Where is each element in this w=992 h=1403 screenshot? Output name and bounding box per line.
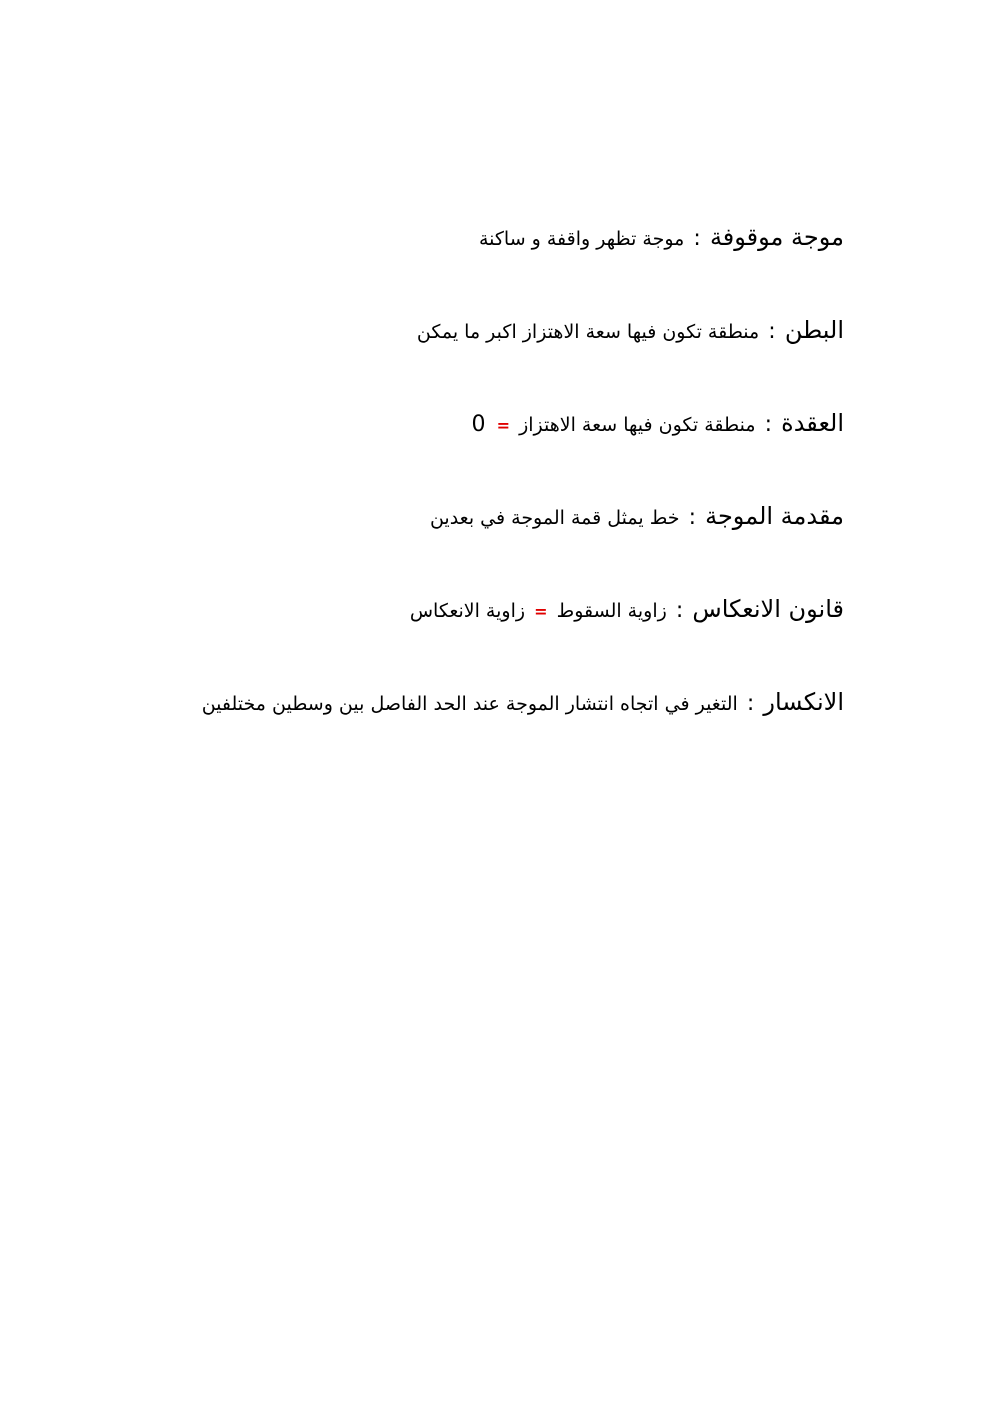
definition-term: قانون الانعكاس <box>692 595 844 623</box>
definition-separator: : <box>768 319 776 344</box>
equals-sign: = <box>534 602 548 621</box>
definition-reflection-law <box>144 586 844 633</box>
definition-separator: : <box>675 598 684 623</box>
definition-standing-wave <box>144 214 844 261</box>
definition-term: مقدمة الموجة <box>705 502 844 530</box>
definition-description: زاوية السقوط <box>556 600 667 622</box>
definition-separator: : <box>688 505 696 530</box>
definition-description: منطقة تكون فيها سعة الاهتزاز اكبر ما يمكن <box>416 321 760 343</box>
definition-refraction <box>144 679 844 726</box>
definition-antinode <box>144 307 844 354</box>
definition-separator: : <box>764 412 773 437</box>
definition-term: موجة موقوفة <box>709 223 844 251</box>
definition-description: موجة تظهر واقفة و ساكنة <box>478 228 685 250</box>
definition-node <box>144 400 844 447</box>
definitions-list <box>144 214 844 772</box>
definition-description-after: زاوية الانعكاس <box>409 600 526 622</box>
equals-sign: = <box>496 416 510 435</box>
definition-description: خط يمثل قمة الموجة في بعدين <box>429 507 680 529</box>
definition-separator: : <box>693 226 701 251</box>
definition-separator: : <box>746 691 755 716</box>
definition-value: 0 <box>471 412 486 437</box>
definition-term: البطن <box>784 316 844 344</box>
definition-description: التغير في اتجاه انتشار الموجة عند الحد الفاصل بين وسطين مختلفين <box>201 693 738 715</box>
definition-description: منطقة تكون فيها سعة الاهتزاز <box>519 414 756 436</box>
definition-term: العقدة <box>781 409 844 437</box>
definition-term: الانكسار <box>763 688 844 716</box>
definition-wavefront <box>144 493 844 540</box>
